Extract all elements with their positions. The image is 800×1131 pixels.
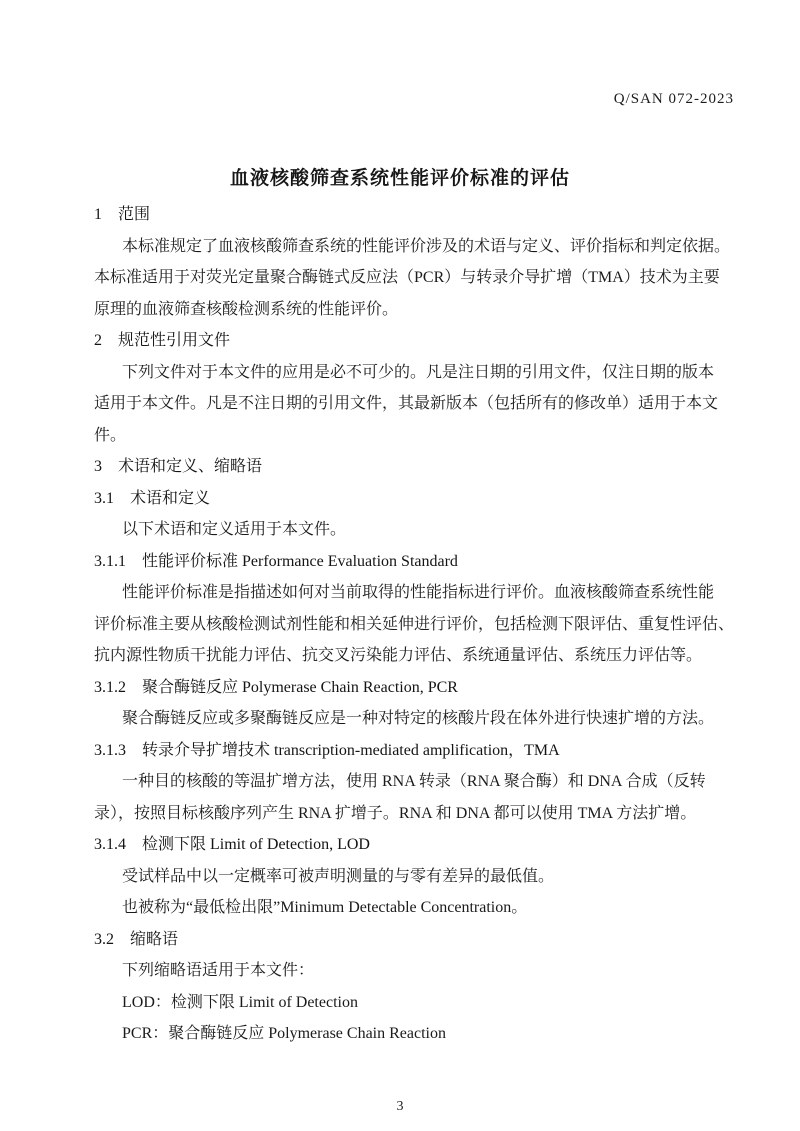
section-heading: 3.1.1 性能评价标准 Performance Evaluation Standard	[94, 552, 458, 570]
text-line: 原理的血液筛查核酸检测系统的性能评价。	[94, 300, 399, 318]
section-heading: 3.2 缩略语	[94, 930, 179, 948]
section-heading: 3 术语和定义、缩略语	[94, 458, 263, 475]
page-number: 3	[396, 1099, 404, 1114]
text-line: 下列文件对于本文件的应用是必不可少的。凡是注日期的引用文件，仅注日期的版本	[122, 363, 715, 381]
text-line: 本标准适用于对荧光定量聚合酶链式反应法（PCR）与转录介导扩增（TMA）技术为主要	[94, 269, 720, 286]
section-heading: 3.1.3 转录介导扩增技术 transcription-mediated amplification，TMA	[94, 741, 560, 759]
text-line: 件。	[94, 426, 127, 444]
section-heading: 3.1.2 聚合酶链反应 Polymerase Chain Reaction, PCR	[94, 678, 458, 696]
section-heading: 2 规范性引用文件	[94, 332, 231, 349]
text-line: 抗内源性物质干扰能力评估、抗交叉污染能力评估、系统通量评估、系统压力评估等。	[94, 647, 703, 664]
text-line: 性能评价标准是指描述如何对当前取得的性能指标进行评价。血液核酸筛查系统性能	[122, 584, 715, 601]
text-line: 本标准规定了血液核酸筛查系统的性能评价涉及的术语与定义、评价指标和判定依据。	[122, 237, 731, 255]
section-heading: 3.1 术语和定义	[94, 489, 211, 507]
section-heading: 3.1.4 检测下限 Limit of Detection, LOD	[94, 836, 370, 853]
text-line: 适用于本文件。凡是不注日期的引用文件，其最新版本（包括所有的修改单）适用于本文	[94, 395, 719, 412]
document-body	[94, 199, 742, 1050]
doc-number: Q/SAN 072-2023	[613, 91, 734, 107]
text-line: 录），按照目标核酸序列产生 RNA 扩增子。RNA 和 DNA 都可以使用 TMA 方法扩增。	[94, 804, 697, 822]
page-title: 血液核酸筛查系统性能评价标准的评估	[229, 168, 570, 189]
text-line: 评价标准主要从核酸检测试剂性能和相关延伸进行评价，包括检测下限评估、重复性评估、	[94, 615, 735, 633]
text-line: 聚合酶链反应或多聚酶链反应是一种对特定的核酸片段在体外进行快速扩增的方法。	[122, 710, 715, 727]
text-line: 受试样品中以一定概率可被声明测量的与零有差异的最低值。	[122, 867, 555, 885]
text-line: PCR：聚合酶链反应 Polymerase Chain Reaction	[122, 1025, 446, 1042]
text-line: 一种目的核酸的等温扩增方法，使用 RNA 转录（RNA 聚合酶）和 DNA 合成（反转	[122, 773, 706, 790]
text-line: LOD：检测下限 Limit of Detection	[122, 993, 358, 1011]
text-line: 以下术语和定义适用于本文件。	[122, 521, 347, 538]
text-line: 下列缩略语适用于本文件：	[122, 962, 315, 979]
document-header	[614, 91, 734, 108]
document-footer	[0, 1099, 800, 1115]
text-line: 也被称为“最低检出限”Minimum Detectable Concentration。	[122, 899, 528, 916]
section-heading: 1 范围	[94, 206, 151, 223]
